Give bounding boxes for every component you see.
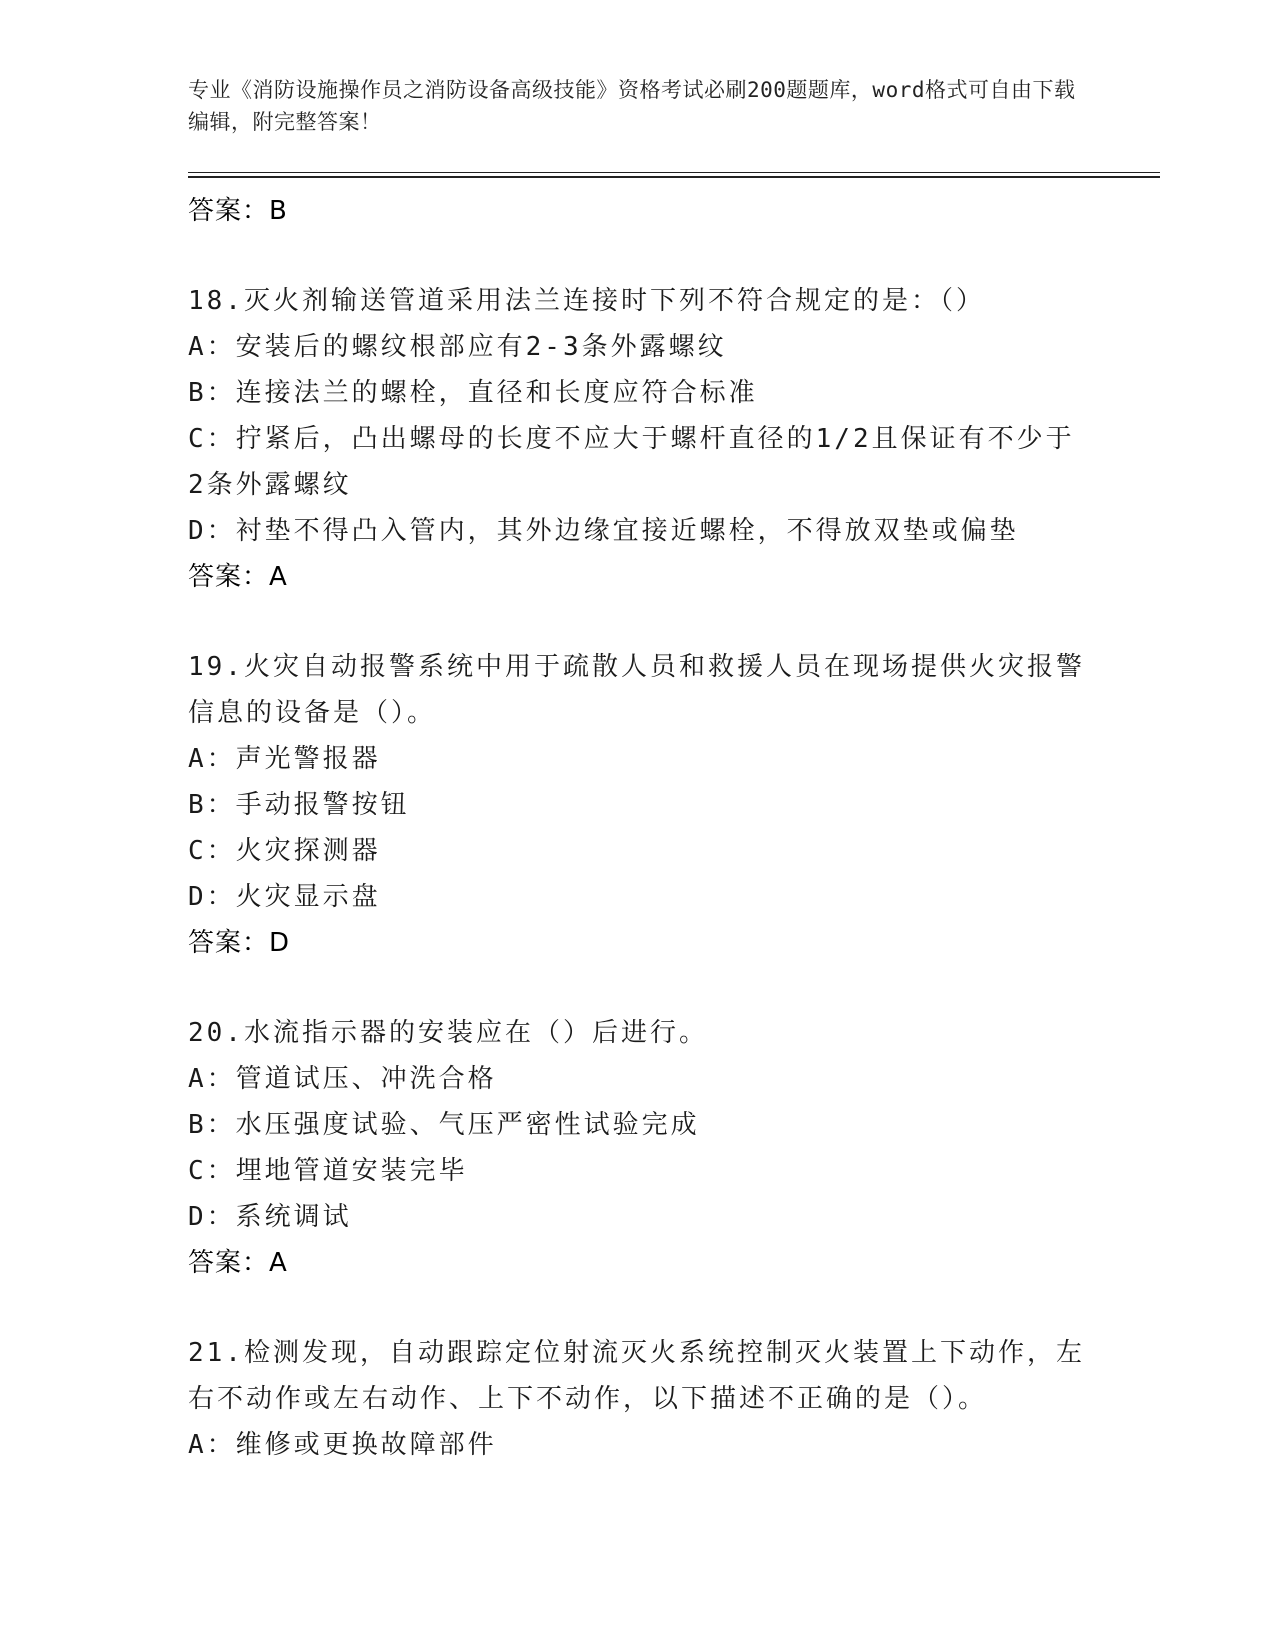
- question-20-option-b: B：水压强度试验、气压严密性试验完成: [188, 1110, 700, 1140]
- header-rule-thick: [188, 176, 1160, 178]
- question-18-option-c: C：拧紧后，凸出螺母的长度不应大于螺杆直径的1/2且保证有不少于2条外露螺纹: [188, 424, 1075, 500]
- answer-17: 答案：B: [188, 196, 288, 226]
- question-18-option-b: B：连接法兰的螺栓，直径和长度应符合标准: [188, 378, 758, 408]
- question-19-option-b: B：手动报警按钮: [188, 790, 410, 820]
- question-20-option-d: D：系统调试: [188, 1202, 352, 1232]
- question-19-option-d: D：火灾显示盘: [188, 882, 381, 912]
- question-body: [188, 188, 1088, 1468]
- question-20-option-c: C：埋地管道安装完毕: [188, 1156, 468, 1186]
- question-19-option-c: C：火灾探测器: [188, 836, 381, 866]
- header-rule-thin: [188, 172, 1160, 173]
- question-18-stem: 18.灭火剂输送管道采用法兰连接时下列不符合规定的是：（）: [188, 286, 985, 316]
- question-18-option-a: A：安装后的螺纹根部应有2-3条外露螺纹: [188, 332, 727, 362]
- question-20-option-a: A：管道试压、冲洗合格: [188, 1064, 497, 1094]
- question-21-option-a: A：维修或更换故障部件: [188, 1430, 497, 1460]
- question-19-stem: 19.火灾自动报警系统中用于疏散人员和救援人员在现场提供火灾报警信息的设备是（）。: [188, 652, 1085, 728]
- document-header: 专业《消防设施操作员之消防设备高级技能》资格考试必刷200题题库，word格式可自由下载编辑，附完整答案！: [188, 78, 1076, 134]
- answer-19: 答案：D: [188, 928, 291, 958]
- answer-20: 答案：A: [188, 1248, 288, 1278]
- question-20-stem: 20.水流指示器的安装应在（）后进行。: [188, 1018, 708, 1048]
- question-18-option-d: D：衬垫不得凸入管内，其外边缘宜接近螺栓，不得放双垫或偏垫: [188, 516, 1019, 546]
- answer-18: 答案：A: [188, 562, 288, 592]
- question-21-stem: 21.检测发现，自动跟踪定位射流灭火系统控制灭火装置上下动作，左右不动作或左右动作、上下不动作，以下描述不正确的是（）。: [188, 1338, 1085, 1414]
- question-19-option-a: A：声光警报器: [188, 744, 381, 774]
